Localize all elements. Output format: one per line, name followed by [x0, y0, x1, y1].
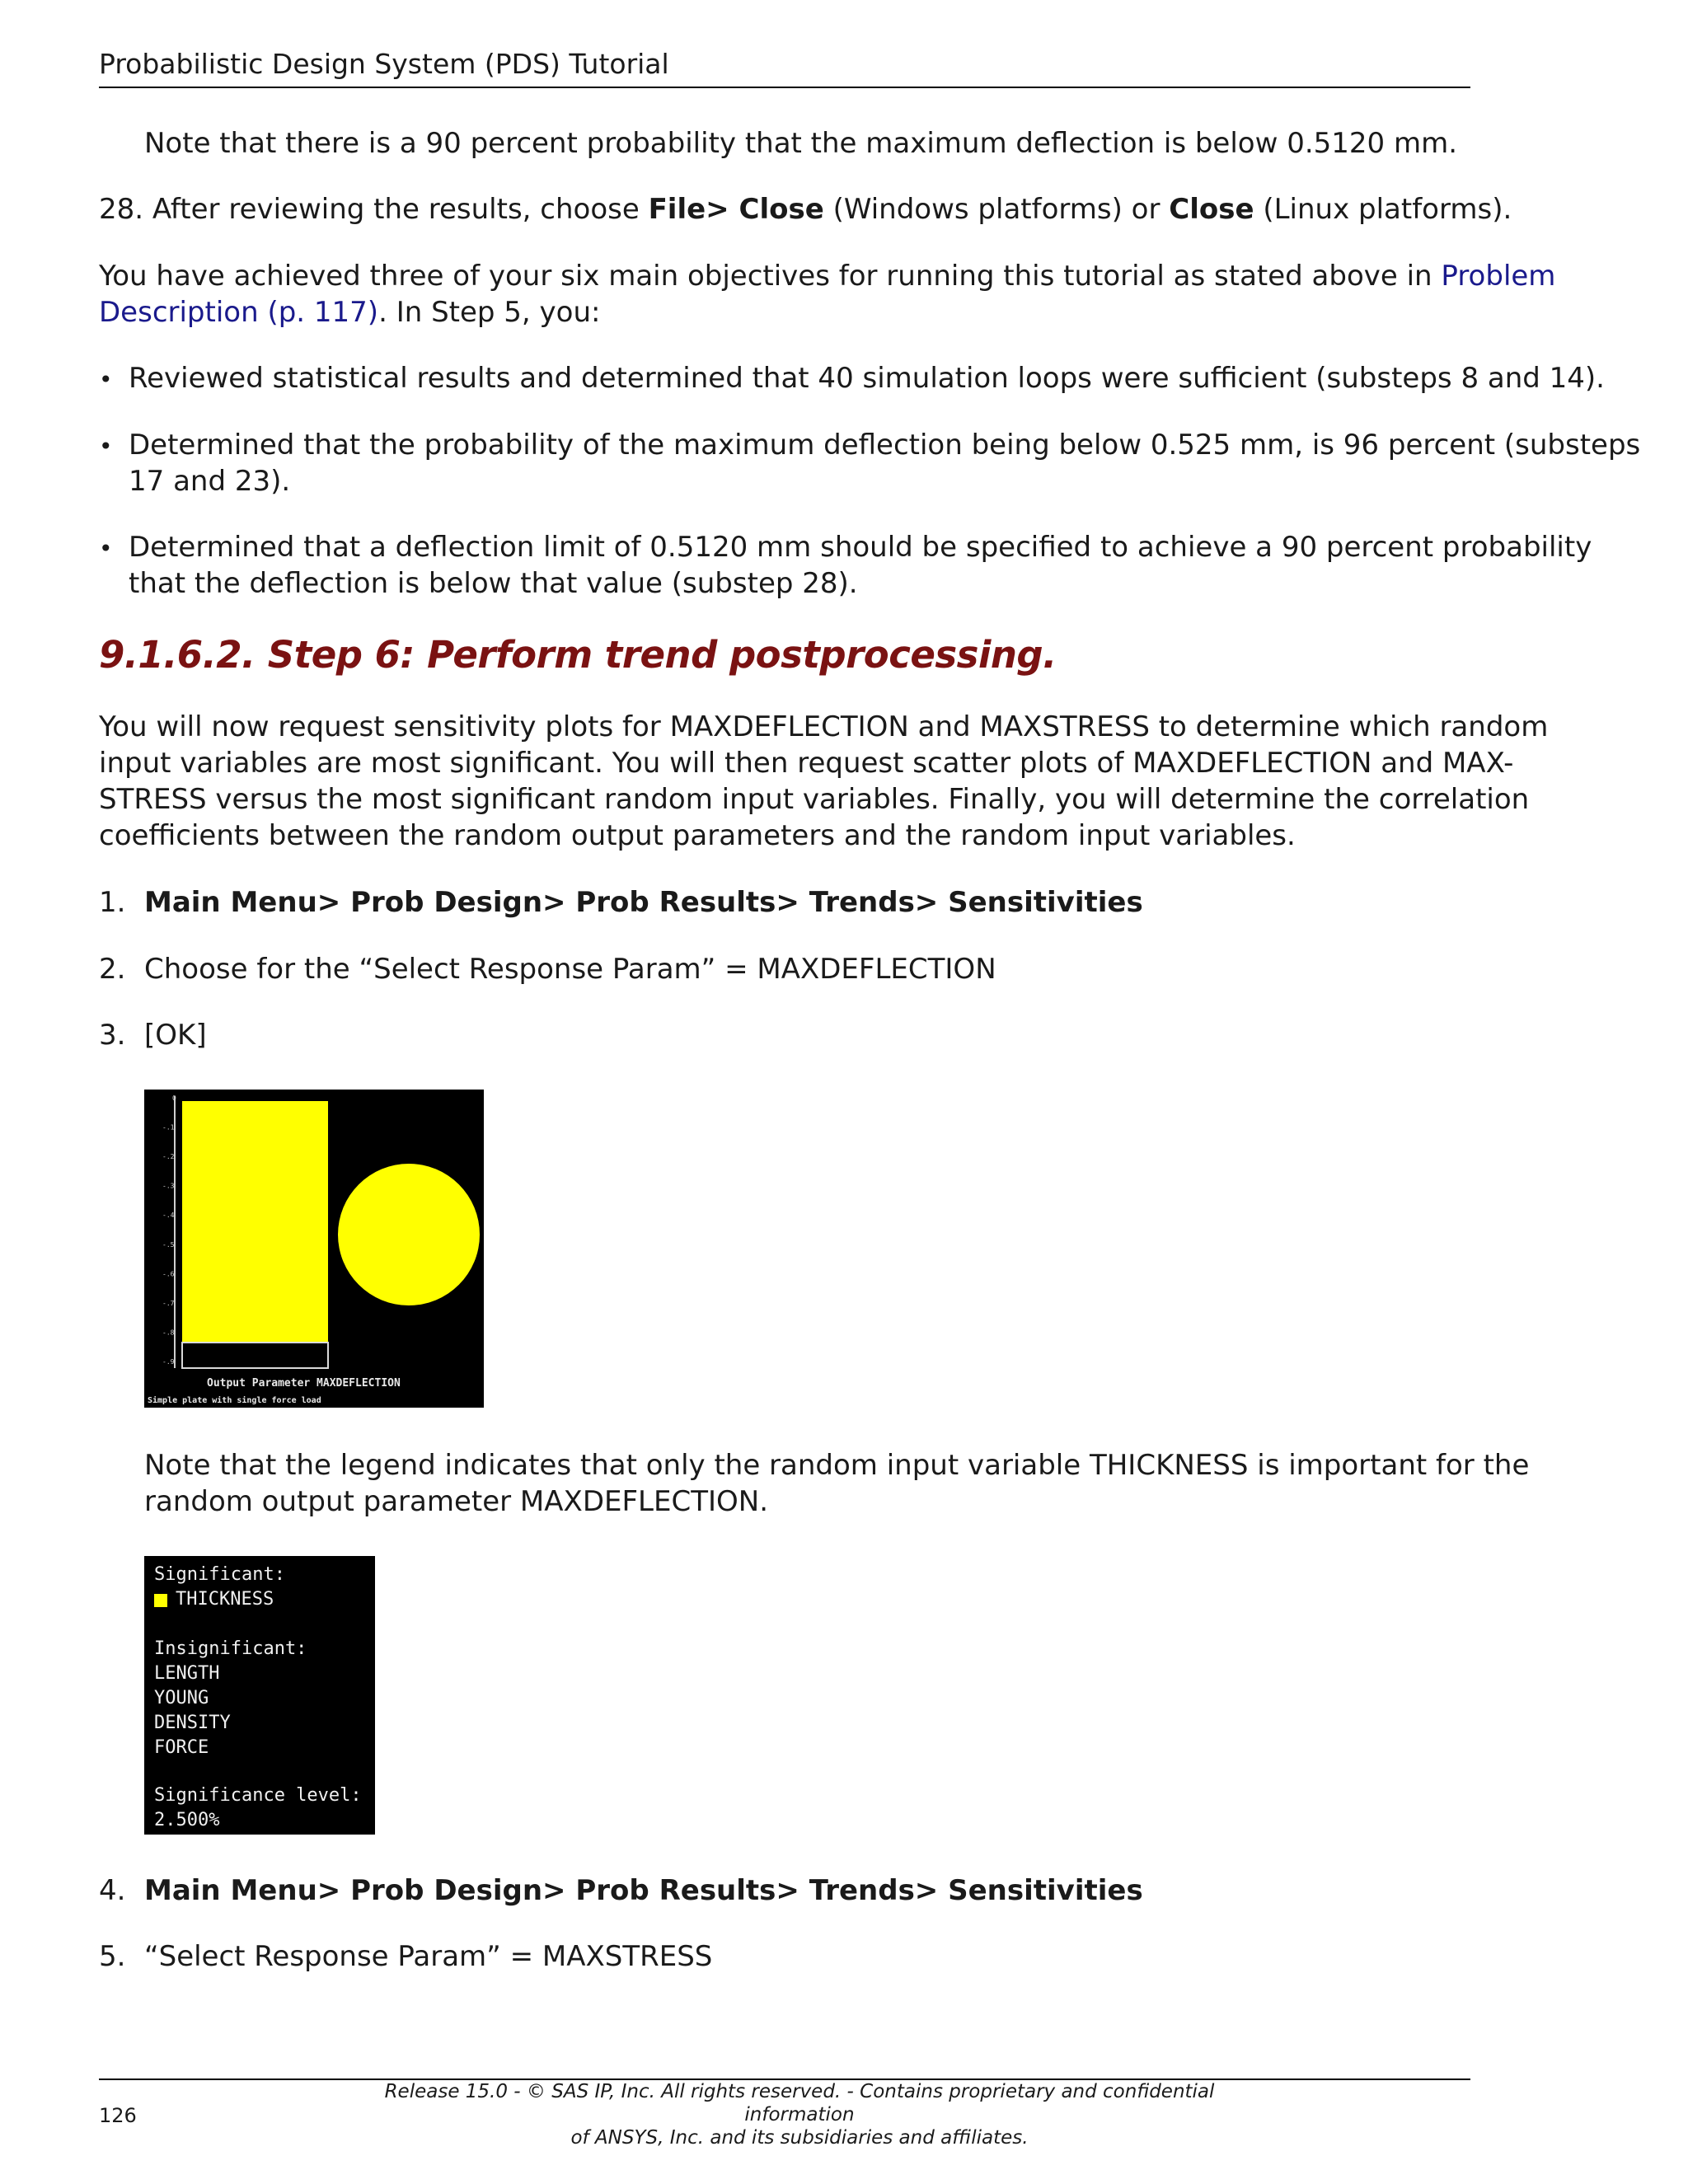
- sensitivity-plot-figure: [144, 1090, 484, 1408]
- y-tick-label: -.4: [162, 1212, 175, 1220]
- section-para-line: STRESS versus the most significant random input variables. Finally, you will determine the correlation: [99, 783, 1530, 816]
- page-number: 126: [99, 2104, 137, 2127]
- bullet-item: [99, 427, 113, 465]
- significant-label: Significant:: [154, 1564, 285, 1585]
- step-28-cmd-file-close: File> Close: [648, 193, 824, 226]
- bullet-text: Reviewed statistical results and determined that 40 simulation loops were sufficient (substeps 8 and 14).: [129, 362, 1605, 395]
- sensitivity-bar-thickness: [182, 1101, 328, 1343]
- intro-note: Note that there is a 90 percent probability that the maximum deflection is below 0.5120 mm.: [144, 127, 1458, 160]
- significant-item: THICKNESS: [176, 1589, 274, 1610]
- step-3-text: [OK]: [144, 1019, 207, 1052]
- problem-description-link[interactable]: Problem: [1441, 260, 1556, 293]
- insignificant-label: Insignificant:: [154, 1638, 307, 1659]
- y-tick-label: -.8: [162, 1329, 175, 1337]
- y-tick-label: -.9: [162, 1358, 175, 1366]
- step-28-cmd-close: Close: [1169, 193, 1254, 226]
- bullet-item: [99, 529, 113, 567]
- legend-note-line: random output parameter MAXDEFLECTION.: [144, 1485, 768, 1518]
- insignificant-item: YOUNG: [154, 1688, 209, 1708]
- significance-level-value: 2.500%: [154, 1810, 220, 1830]
- y-tick-label: -.7: [162, 1299, 175, 1307]
- bullet-marker: •: [99, 366, 113, 393]
- step-28: [99, 191, 1512, 227]
- step-number: 3.: [99, 1019, 126, 1052]
- sensitivity-plot-svg: [144, 1090, 484, 1408]
- page-header-title: Probabilistic Design System (PDS) Tutorial: [99, 48, 669, 80]
- y-tick-label: -.5: [162, 1240, 175, 1249]
- bullet-text-cont: 17 and 23).: [129, 465, 291, 498]
- achieved-line-1: [99, 258, 1555, 294]
- bullet-text-cont: that the deflection is below that value (substep 28).: [129, 567, 858, 600]
- plot-caption: Output Parameter MAXDEFLECTION: [207, 1377, 401, 1390]
- step-number: 4.: [99, 1874, 126, 1907]
- footer-line-2: of ANSYS, Inc. and its subsidiaries and affiliates.: [570, 2127, 1029, 2149]
- y-tick-label: -.3: [162, 1182, 175, 1190]
- bullet-marker: •: [99, 535, 113, 562]
- step-number: 2.: [99, 953, 126, 986]
- step-28-suffix: (Linux platforms).: [1254, 193, 1512, 226]
- step-4-menu-path: Main Menu> Prob Design> Prob Results> Trends> Sensitivities: [144, 1874, 1143, 1907]
- bullet-text: Determined that a deflection limit of 0.5120 mm should be specified to achieve a 90 percent probability: [129, 531, 1592, 564]
- step-number: 1.: [99, 886, 126, 919]
- insignificant-item: DENSITY: [154, 1713, 231, 1733]
- section-para-line: You will now request sensitivity plots for MAXDEFLECTION and MAXSTRESS to determine which random: [99, 710, 1549, 743]
- header-divider: [99, 87, 1470, 88]
- footer-copyright: [346, 2080, 1253, 2149]
- step-2-text: Choose for the “Select Response Param” = MAXDEFLECTION: [144, 953, 996, 986]
- step-5-text: “Select Response Param” = MAXSTRESS: [144, 1940, 713, 1973]
- y-tick-label: -.6: [162, 1270, 175, 1278]
- bullet-text: Determined that the probability of the maximum deflection being below 0.525 mm, is 96 percent (substeps: [129, 429, 1641, 462]
- bullet-item: [99, 360, 113, 398]
- bar-base-frame: [182, 1343, 328, 1368]
- step-28-prefix: 28. After reviewing the results, choose: [99, 193, 649, 226]
- legend-swatch: [154, 1594, 167, 1607]
- insignificant-item: FORCE: [154, 1737, 209, 1758]
- y-tick-label: 0: [172, 1094, 176, 1102]
- achieved-suffix: . In Step 5, you:: [378, 296, 601, 329]
- bullet-marker: •: [99, 433, 113, 460]
- insignificant-item: LENGTH: [154, 1663, 220, 1684]
- y-tick-label: -.2: [162, 1153, 175, 1161]
- y-tick-label: -.1: [162, 1123, 175, 1132]
- significance-legend-figure: [144, 1556, 375, 1835]
- achieved-line-2: [99, 294, 600, 330]
- plot-subtitle: Simple plate with single force load: [148, 1396, 321, 1405]
- problem-description-link-cont[interactable]: Description (p. 117): [99, 296, 379, 329]
- achieved-prefix: You have achieved three of your six main objectives for running this tutorial as stated above in: [99, 260, 1442, 293]
- legend-note-line: Note that the legend indicates that only the random input variable THICKNESS is important for the: [144, 1449, 1530, 1482]
- sensitivity-pie-thickness: [338, 1164, 480, 1305]
- section-para-line: coefficients between the random output parameters and the random input variables.: [99, 819, 1296, 852]
- section-heading: 9.1.6.2. Step 6: Perform trend postprocessing.: [99, 633, 1057, 677]
- step-number: 5.: [99, 1940, 126, 1973]
- significance-level-label: Significance level:: [154, 1785, 362, 1806]
- step-1-menu-path: Main Menu> Prob Design> Prob Results> Trends> Sensitivities: [144, 886, 1143, 919]
- section-para-line: input variables are most significant. You will then request scatter plots of MAXDEFLECTION and MAX-: [99, 747, 1514, 780]
- footer-line-1: Release 15.0 - © SAS IP, Inc. All rights reserved. - Contains proprietary and confidential information: [384, 2081, 1215, 2125]
- step-28-middle: (Windows platforms) or: [823, 193, 1170, 226]
